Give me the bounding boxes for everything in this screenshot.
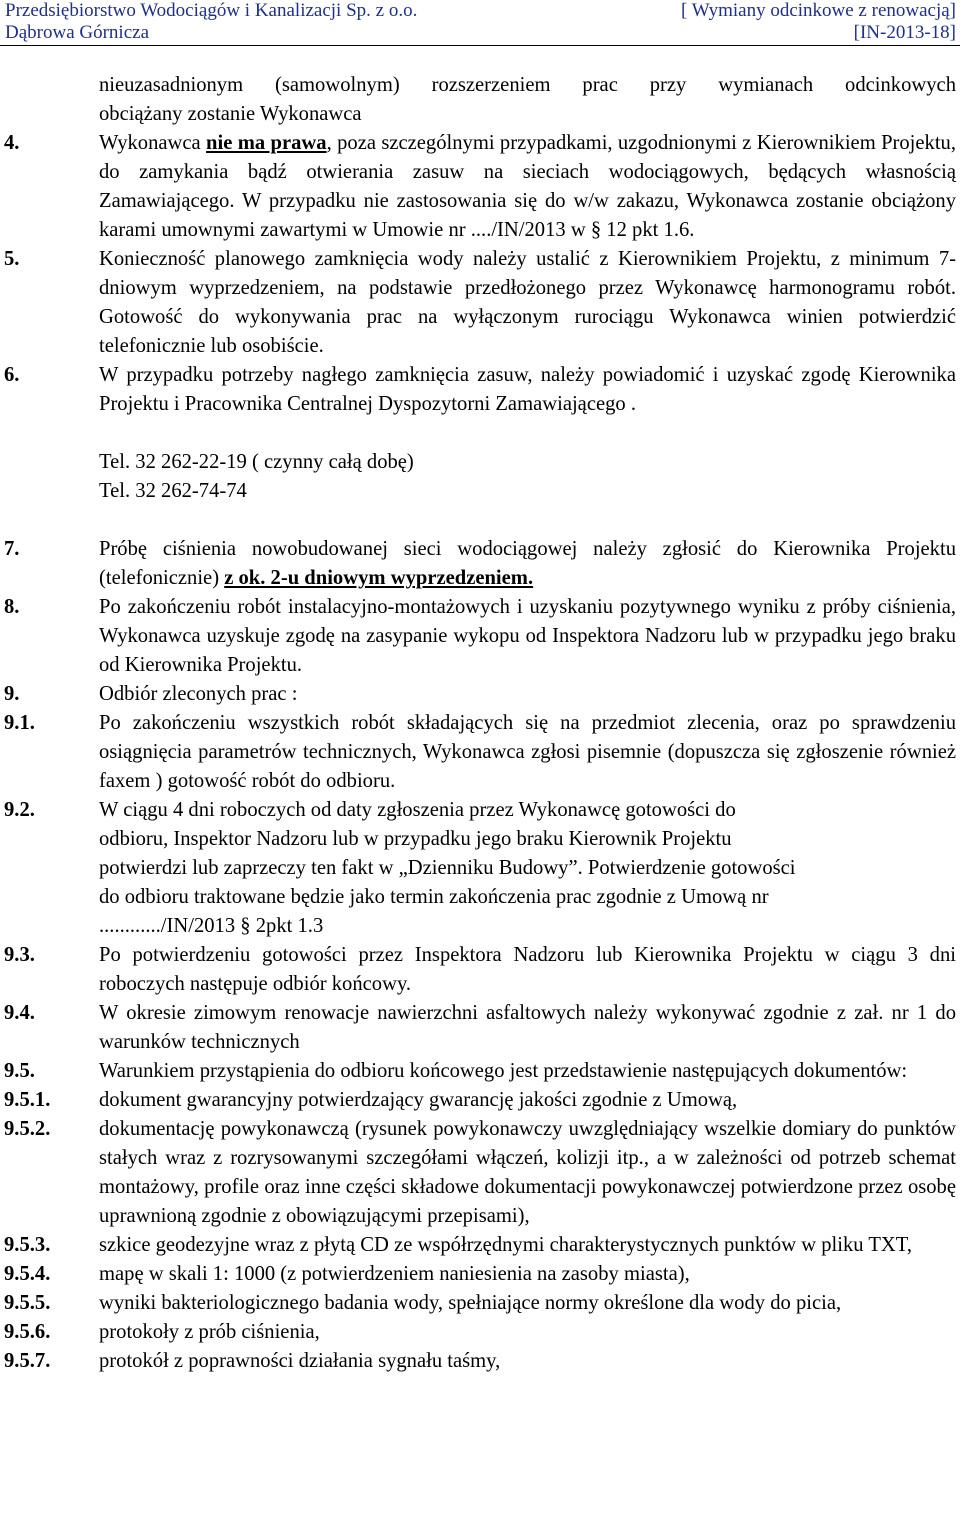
paragraph-8: [0, 593, 960, 680]
paragraph-number: 9.5.3.: [4, 1234, 51, 1256]
paragraph-9-2-line-4: do odbioru traktowane będzie jako termin zakończenia prac zgodnie z Umową nr: [99, 886, 769, 908]
paragraph-9-4: [0, 999, 960, 1057]
paragraph-7-emphasis: z ok. 2-u dniowym wyprzedzeniem.: [224, 567, 534, 589]
paragraph-9-5-3-text: szkice geodezyjne wraz z płytą CD ze współrzędnymi charakterystycznych punktów w pliku TXT,: [99, 1234, 912, 1256]
paragraph-5-text: Konieczność planowego zamknięcia wody należy ustalić z Kierownikiem Projektu, z minimum 7-dniowym wyprzedzeniem, na podstawie przedłożonego przez Wykonawcę harmonogramu robót. Gotowość do wykonywania prac na wyłączonym rurociągu Wykonawca winien potwierdzić telefonicznie lub osobiście.: [99, 248, 956, 357]
paragraph-9-5-7-text: protokół z poprawności działania sygnału taśmy,: [99, 1350, 501, 1372]
paragraph-9-2: [0, 796, 960, 941]
spacer: [0, 419, 960, 448]
paragraph-9: [0, 680, 960, 709]
paragraph-9-5-2-text: dokumentację powykonawczą (rysunek powykonawczy uwzględniający wszelkie domiary do punktów stałych wraz z rozrysowanymi szczegółami włączeń, kolizji itp., a w zależności od potrzeb schemat montażowy, profile oraz inne części składowe dokumentacji powykonawczej potwierdzone przez osobę uprawnioną zgodnie z obowiązującymi przepisami),: [99, 1118, 956, 1227]
paragraph-9-5-4-text: mapę w skali 1: 1000 (z potwierdzeniem naniesienia na zasoby miasta),: [99, 1263, 690, 1285]
paragraph-number: 6.: [4, 364, 20, 386]
paragraph-9-5-text: Warunkiem przystąpienia do odbioru końcowego jest przedstawienie następujących dokumentów:: [99, 1060, 908, 1082]
paragraph-number: 9.5.6.: [4, 1321, 51, 1343]
paragraph-4-text-c: , poza szczególnymi przypadkami, uzgodnionymi z Kierownikiem Projektu, do zamykania bądź otwierania zasuw na sieciach wodociągowych, będących własnością Zamawiającego. W przypadku nie zastosowania się do w/w zakazu, Wykonawca zostanie obciążony karami umownymi zawartymi w Umowie nr ..../IN/2013 w § 12 pkt 1.6.: [99, 132, 956, 241]
paragraph-9-2-line-1: W ciągu 4 dni roboczych od daty zgłoszenia przez Wykonawcę gotowości do: [99, 799, 736, 821]
continued-line-1: nieuzasadnionym (samowolnym) rozszerzeniem prac przy wymianach odcinkowych: [99, 74, 956, 96]
company-city: Dąbrowa Górnicza: [5, 22, 150, 43]
paragraph-number: 8.: [4, 596, 20, 618]
paragraph-9-5-5: [0, 1289, 960, 1318]
paragraph-4-emphasis: nie ma prawa: [206, 132, 327, 154]
paragraph-9-4-text: W okresie zimowym renowacje nawierzchni asfaltowych należy wykonywać zgodnie z zał. nr 1 do warunków technicznych: [99, 1002, 956, 1053]
paragraph-number: 9.4.: [4, 1002, 35, 1024]
paragraph-9-1-text: Po zakończeniu wszystkich robót składających się na przedmiot zlecenia, oraz po sprawdzeniu osiągnięcia parametrów technicznych, Wykonawca zgłosi pisemnie (dopuszcza się zgłoszenie również faxem ) gotowość robót do odbioru.: [99, 712, 956, 792]
document-body: [0, 71, 960, 1376]
paragraph-number: 9.5.2.: [4, 1118, 51, 1140]
paragraph-9-5-7: [0, 1347, 960, 1376]
document-title: [ Wymiany odcinkowe z renowacją]: [681, 0, 956, 21]
paragraph-number: 7.: [4, 538, 20, 560]
document-code: [IN-2013-18]: [853, 22, 956, 43]
paragraph-9-5-6: [0, 1318, 960, 1347]
paragraph-number: 9.5.: [4, 1060, 35, 1082]
paragraph-number: 4.: [4, 132, 20, 154]
paragraph-9-5-1: [0, 1086, 960, 1115]
paragraph-9-5-1-text: dokument gwarancyjny potwierdzający gwarancję jakości zgodnie z Umową,: [99, 1089, 738, 1111]
paragraph-number: 9.2.: [4, 799, 35, 821]
phone-line-2: Tel. 32 262-74-74: [99, 480, 247, 502]
paragraph-4-text-a: Wykonawca: [99, 132, 207, 154]
paragraph-9-2-line-5: ............/IN/2013 § 2pkt 1.3: [99, 915, 324, 937]
paragraph-number: 9.3.: [4, 944, 35, 966]
paragraph-9-3: [0, 941, 960, 999]
paragraph-9-5: [0, 1057, 960, 1086]
paragraph-9-2-line-2: odbioru, Inspektor Nadzoru lub w przypadku jego braku Kierownik Projektu: [99, 828, 732, 850]
paragraph-9-5-5-text: wyniki bakteriologicznego badania wody, spełniające normy określone dla wody do picia,: [99, 1292, 842, 1314]
paragraph-number: 9.5.5.: [4, 1292, 51, 1314]
paragraph-9-5-6-text: protokoły z prób ciśnienia,: [99, 1321, 320, 1343]
paragraph-9-5-3: [0, 1231, 960, 1260]
paragraph-9-text: Odbiór zleconych prac :: [99, 683, 298, 705]
paragraph-number: 9.5.7.: [4, 1350, 51, 1372]
page-header: [0, 0, 960, 44]
continued-paragraph: [0, 71, 960, 129]
paragraph-4: [0, 129, 960, 245]
paragraph-9-5-4: [0, 1260, 960, 1289]
phone-line-1: Tel. 32 262-22-19 ( czynny całą dobę): [99, 451, 414, 473]
paragraph-9-2-line-3: potwierdzi lub zaprzeczy ten fakt w „Dzienniku Budowy”. Potwierdzenie gotowości: [99, 857, 796, 879]
paragraph-number: 9.5.4.: [4, 1263, 51, 1285]
paragraph-7: [0, 535, 960, 593]
company-name: Przedsiębiorstwo Wodociągów i Kanalizacji Sp. z o.o.: [5, 0, 418, 21]
paragraph-8-text: Po zakończeniu robót instalacyjno-montażowych i uzyskaniu pozytywnego wyniku z próby ciśnienia, Wykonawca uzyskuje zgodę na zasypanie wykopu od Inspektora Nadzoru lub w przypadku jego braku od Kierownika Projektu.: [99, 596, 956, 676]
paragraph-6-text: W przypadku potrzeby nagłego zamknięcia zasuw, należy powiadomić i uzyskać zgodę Kierownika Projektu i Pracownika Centralnej Dyspozytorni Zamawiającego .: [99, 364, 956, 415]
paragraph-9-1: [0, 709, 960, 796]
header-divider: [0, 45, 960, 46]
paragraph-7-text: Próbę ciśnienia nowobudowanej sieci wodociągowej należy zgłosić do Kierownika Projektu (telefonicznie): [99, 538, 956, 589]
paragraph-number: 9.5.1.: [4, 1089, 51, 1111]
paragraph-9-5-2: [0, 1115, 960, 1231]
paragraph-number: 9.1.: [4, 712, 35, 734]
paragraph-6: [0, 361, 960, 419]
paragraph-number: 9.: [4, 683, 20, 705]
paragraph-9-3-text: Po potwierdzeniu gotowości przez Inspektora Nadzoru lub Kierownika Projektu w ciągu 3 dni roboczych następuje odbiór końcowy.: [99, 944, 956, 995]
paragraph-5: [0, 245, 960, 361]
spacer: [0, 506, 960, 535]
paragraph-number: 5.: [4, 248, 20, 270]
continued-line-2: obciążany zostanie Wykonawca: [99, 103, 362, 125]
